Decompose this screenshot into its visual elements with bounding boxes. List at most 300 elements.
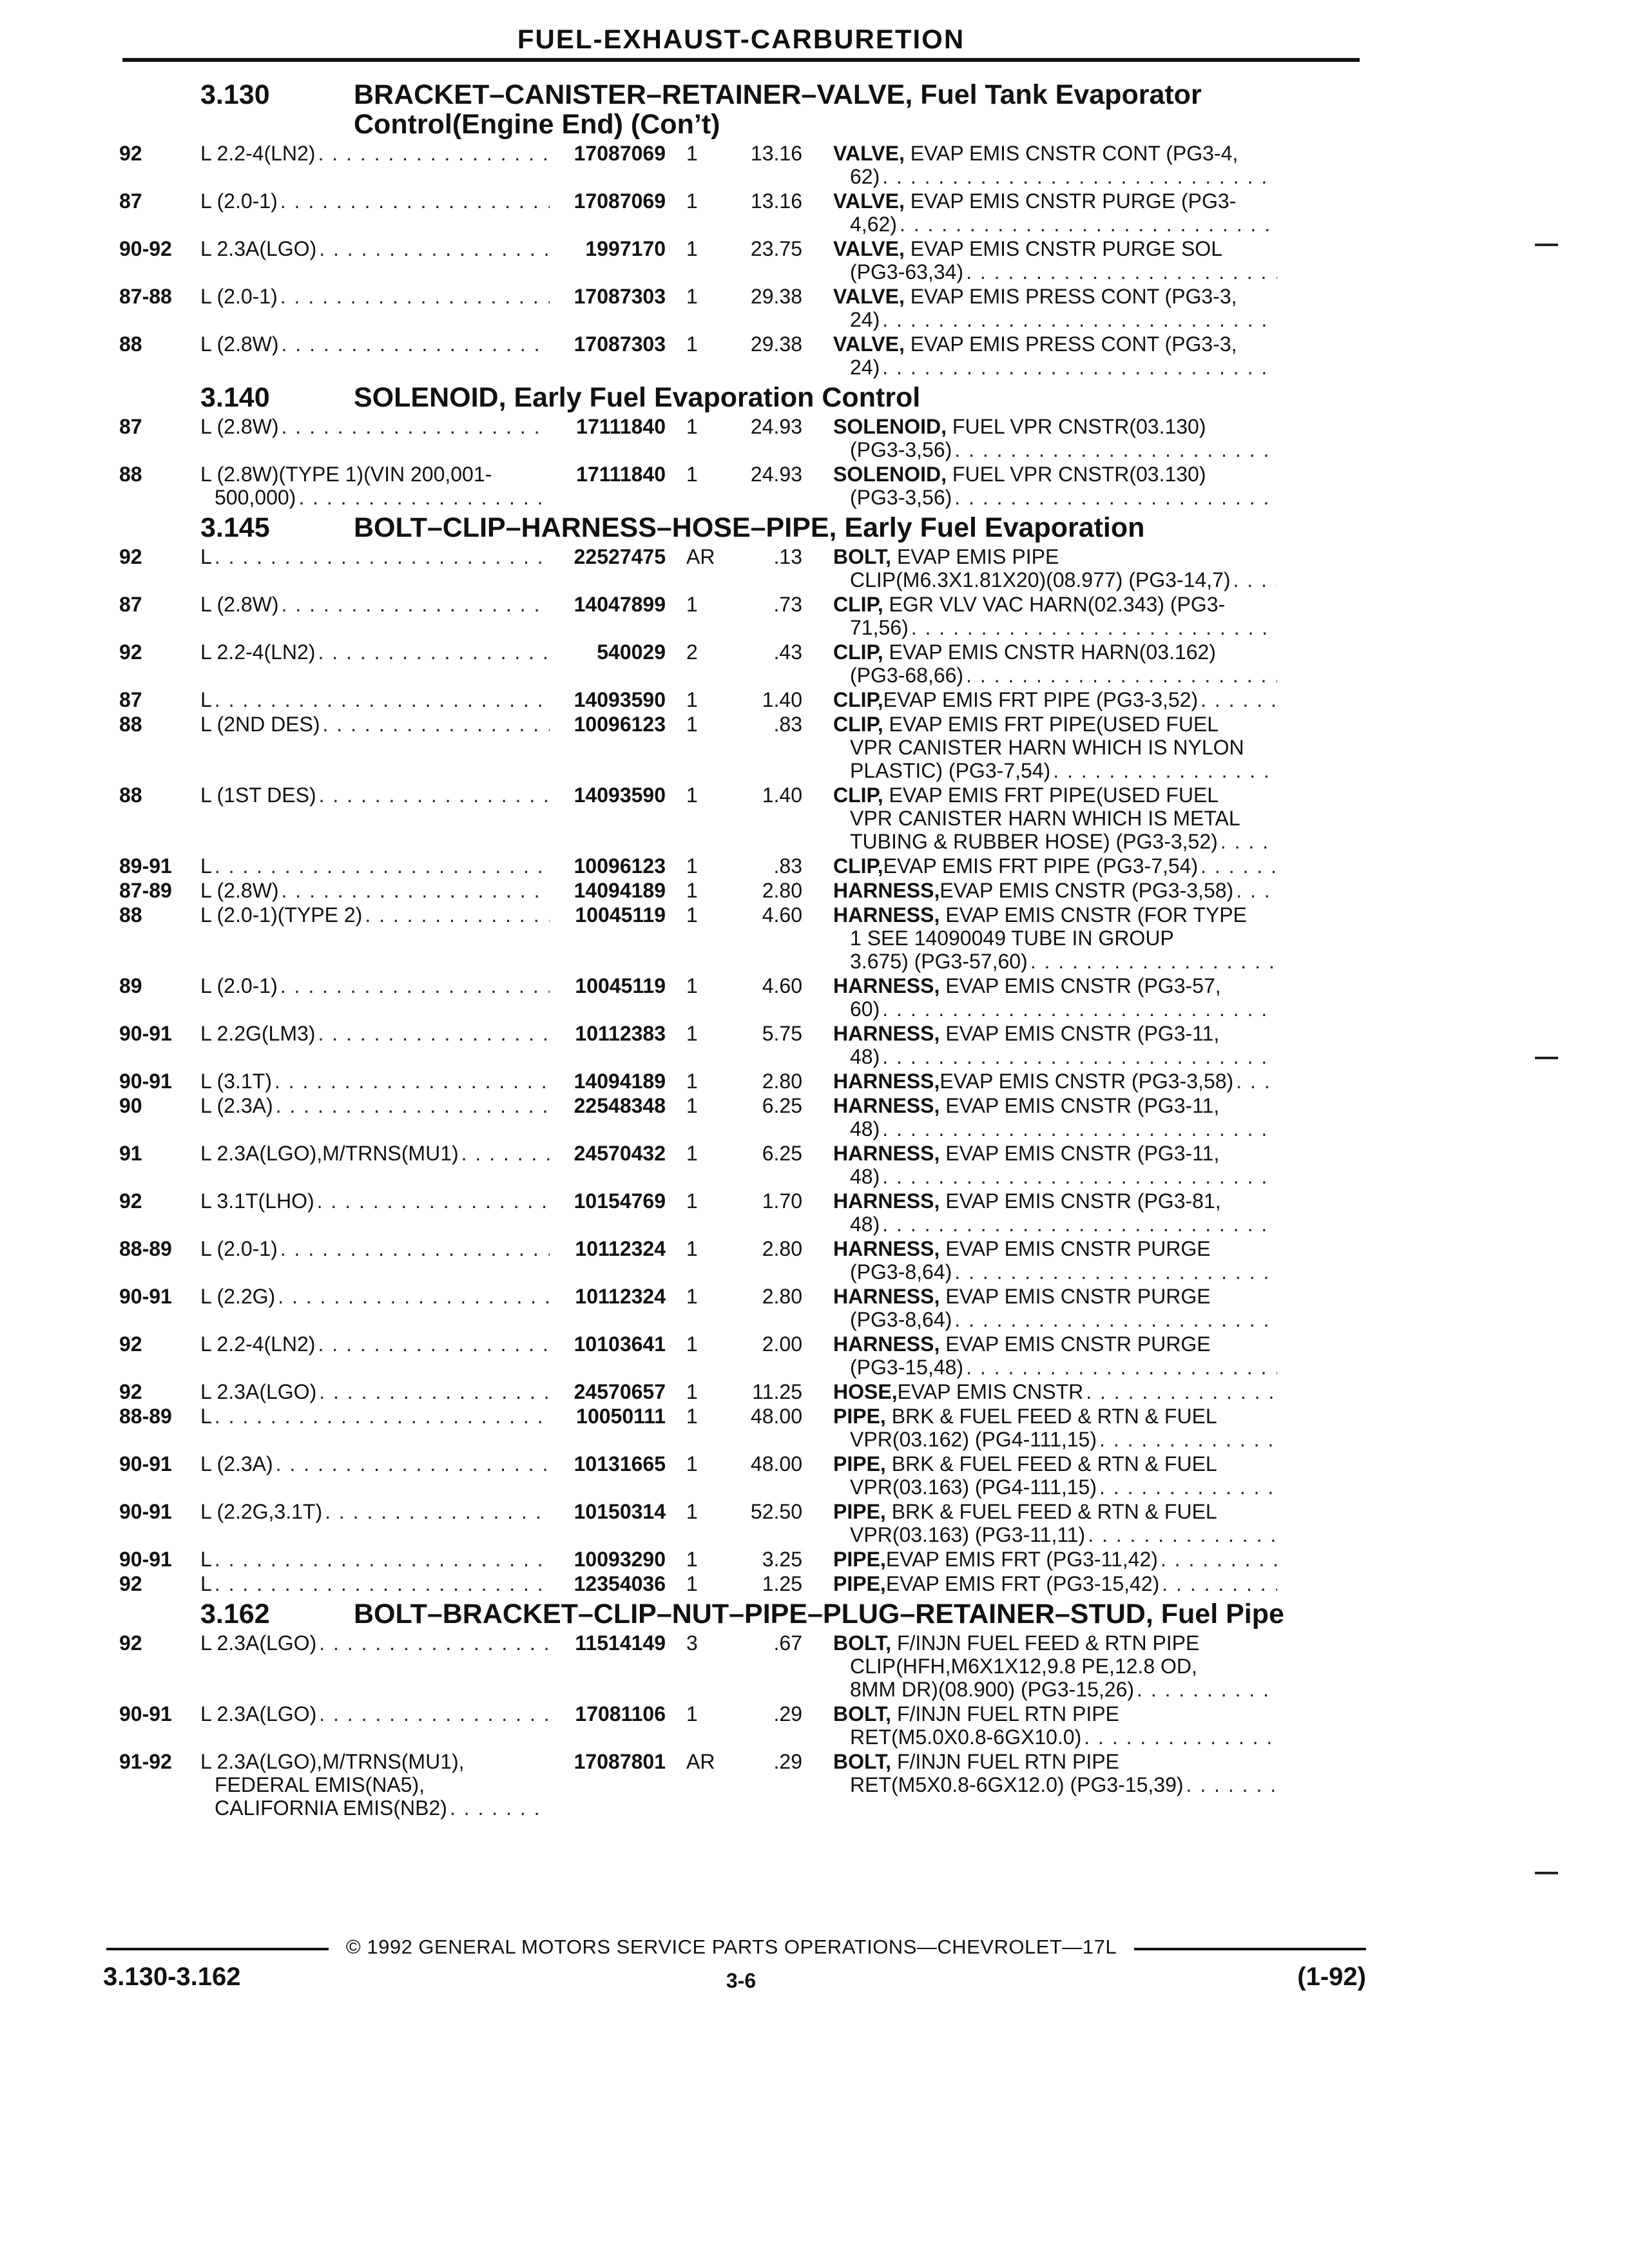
part-row — [119, 879, 1366, 902]
description-text: RET(M5X0.8-6GX12.0) (PG3-15,39) — [850, 1773, 1184, 1796]
dot-leader — [1088, 1523, 1277, 1546]
quantity: 1 — [686, 1380, 698, 1403]
part-description — [802, 1142, 1277, 1188]
application-description — [200, 415, 550, 438]
description-line — [833, 237, 1277, 260]
description-text: 48) — [850, 1165, 880, 1188]
application-text: L (2.8W)(TYPE 1)(VIN 200,001- — [200, 463, 492, 486]
part-number: 10045119 — [575, 903, 666, 927]
description-line — [833, 1285, 1277, 1308]
application-text: L (2.0-1) — [200, 974, 278, 997]
application-text: L 2.2-4(LN2) — [200, 142, 316, 165]
part-number: 12354036 — [574, 1572, 666, 1595]
description-line — [833, 463, 1277, 486]
application-line — [200, 1773, 550, 1796]
model-year: 87 — [119, 415, 142, 438]
part-name: HARNESS, — [833, 1022, 940, 1045]
application-line — [200, 879, 550, 902]
part-row — [119, 415, 1366, 461]
application-text: L 2.3A(LGO) — [200, 1631, 317, 1655]
description-text: EVAP EMIS PRESS CONT (PG3-3, — [910, 332, 1237, 356]
part-row — [119, 285, 1366, 331]
application-line — [200, 237, 550, 260]
part-row — [119, 783, 1366, 853]
application-line — [200, 1094, 550, 1117]
price: 52.50 — [750, 1500, 802, 1523]
description-line — [833, 1237, 1277, 1260]
model-year: 88-89 — [119, 1405, 172, 1428]
footer-rule-left — [106, 1948, 329, 1950]
part-number: 17081106 — [575, 1702, 666, 1725]
part-description — [802, 713, 1277, 782]
part-description — [802, 1750, 1277, 1796]
description-text: (PG3-3,56) — [850, 486, 952, 509]
description-line — [833, 1475, 1277, 1499]
description-text: EGR VLV VAC HARN(02.343) (PG3- — [889, 593, 1226, 616]
description-line — [833, 1213, 1277, 1236]
quantity: 2 — [686, 640, 698, 664]
part-number: 22527475 — [574, 545, 666, 568]
part-number: 17111840 — [576, 463, 666, 486]
part-row — [119, 1022, 1366, 1068]
quantity: 1 — [686, 189, 698, 213]
description-text: 3.675) (PG3-57,60) — [850, 950, 1028, 973]
section-heading — [119, 513, 1366, 543]
application-description — [200, 1500, 550, 1523]
dot-leader — [215, 1572, 550, 1595]
margin-mark — [1535, 1057, 1558, 1059]
model-year: 88 — [119, 332, 142, 356]
description-line — [833, 688, 1277, 711]
section-number: 3.162 — [200, 1599, 270, 1629]
price: 1.40 — [762, 783, 802, 807]
quantity: AR — [686, 1750, 715, 1773]
part-number: 10093290 — [574, 1548, 666, 1571]
description-line — [833, 1725, 1277, 1749]
part-row — [119, 1189, 1366, 1236]
part-number: 10096123 — [574, 854, 666, 878]
dot-leader — [282, 415, 550, 438]
footer-page-number: 3-6 — [726, 1969, 757, 1992]
footer-rule-right — [1134, 1948, 1366, 1950]
application-text: L (2.0-1) — [200, 285, 278, 308]
model-year: 92 — [119, 1380, 142, 1403]
description-text: 48) — [850, 1117, 880, 1140]
application-line — [200, 285, 550, 308]
price: 13.16 — [750, 142, 802, 165]
part-description — [802, 1452, 1277, 1499]
application-line — [200, 640, 550, 664]
model-year: 87 — [119, 593, 142, 616]
part-name: VALVE, — [833, 142, 905, 165]
part-number: 17087303 — [574, 332, 666, 356]
description-line — [833, 1548, 1277, 1571]
application-line — [200, 1070, 550, 1093]
application-text: L (2.0-1)(TYPE 2) — [200, 903, 363, 927]
application-text: L 2.3A(LGO),M/TRNS(MU1), — [200, 1750, 465, 1773]
model-year: 90-91 — [119, 1285, 172, 1308]
application-text: L — [200, 1405, 212, 1428]
description-text: EVAP EMIS PIPE — [896, 545, 1059, 568]
description-line — [833, 1094, 1277, 1117]
model-year: 92 — [119, 545, 142, 568]
quantity: 1 — [686, 593, 698, 616]
quantity: 1 — [686, 1285, 698, 1308]
description-line — [833, 759, 1277, 782]
part-description — [802, 189, 1277, 236]
price: 6.25 — [762, 1142, 802, 1165]
application-line — [200, 903, 550, 927]
model-year: 92 — [119, 1332, 142, 1356]
part-description — [802, 1572, 1277, 1595]
dot-leader — [1099, 1475, 1277, 1499]
part-description — [802, 1405, 1277, 1451]
margin-mark — [1535, 1872, 1558, 1874]
dot-leader — [1200, 688, 1277, 711]
part-row — [119, 1380, 1366, 1403]
part-number: 10103641 — [574, 1332, 666, 1356]
part-row — [119, 1094, 1366, 1140]
part-description — [802, 1500, 1277, 1546]
description-line — [833, 142, 1277, 165]
description-text: CLIP(HFH,M6X1X12,9.8 PE,12.8 OD, — [850, 1655, 1197, 1678]
application-description — [200, 1332, 550, 1356]
application-description — [200, 879, 550, 902]
application-text: L — [200, 688, 212, 711]
model-year: 92 — [119, 640, 142, 664]
application-line — [200, 1702, 550, 1725]
part-description — [802, 1285, 1277, 1331]
description-line — [833, 189, 1277, 213]
description-text: 8MM DR)(08.900) (PG3-15,26) — [850, 1678, 1135, 1701]
dot-leader — [298, 486, 550, 509]
price: 2.00 — [762, 1332, 802, 1356]
part-name: PIPE, — [833, 1500, 886, 1523]
price: 24.93 — [750, 463, 802, 486]
quantity: 1 — [686, 237, 698, 260]
part-row — [119, 545, 1366, 591]
dot-leader — [954, 1308, 1277, 1331]
application-description — [200, 1022, 550, 1045]
description-line — [833, 593, 1277, 616]
part-name: HARNESS, — [833, 1070, 940, 1093]
description-line — [833, 260, 1277, 284]
part-row — [119, 189, 1366, 236]
dot-leader — [1161, 1548, 1277, 1571]
description-line — [833, 1678, 1277, 1701]
section-heading — [119, 383, 1366, 412]
dot-leader — [365, 903, 550, 927]
application-line — [200, 854, 550, 878]
price: 4.60 — [762, 974, 802, 997]
application-description — [200, 142, 550, 165]
description-text: F/INJN FUEL RTN PIPE — [896, 1702, 1119, 1725]
description-line — [833, 1165, 1277, 1188]
part-number: 14094189 — [574, 879, 666, 902]
dot-leader — [1030, 950, 1277, 973]
model-year: 92 — [119, 1631, 142, 1655]
dot-leader — [1099, 1428, 1277, 1451]
dot-leader — [882, 165, 1277, 188]
application-description — [200, 854, 550, 878]
description-line — [833, 783, 1277, 807]
description-text: F/INJN FUEL FEED & RTN PIPE — [896, 1631, 1200, 1655]
application-line — [200, 783, 550, 807]
quantity: 3 — [686, 1631, 698, 1655]
description-line — [833, 1750, 1277, 1773]
price: .29 — [773, 1702, 802, 1725]
part-name: VALVE, — [833, 189, 905, 213]
description-text: FUEL VPR CNSTR(03.130) — [952, 415, 1206, 438]
description-text: VPR(03.163) (PG3-11,11) — [850, 1523, 1086, 1546]
section-title: BOLT–BRACKET–CLIP–NUT–PIPE–PLUG–RETAINER–STUD, Fuel Pipe — [354, 1599, 1284, 1629]
part-row — [119, 640, 1366, 687]
price: 48.00 — [750, 1405, 802, 1428]
part-description — [802, 783, 1277, 853]
part-row — [119, 1070, 1366, 1093]
part-description — [802, 974, 1277, 1021]
part-name: CLIP, — [833, 593, 883, 616]
application-description — [200, 545, 550, 568]
part-number: 10112324 — [575, 1285, 666, 1308]
dot-leader — [215, 854, 550, 878]
part-number: 17111840 — [576, 415, 666, 438]
description-line — [833, 713, 1277, 736]
dot-leader — [319, 1380, 550, 1403]
part-name: HARNESS, — [833, 1332, 940, 1356]
part-name: VALVE, — [833, 285, 905, 308]
model-year: 92 — [119, 142, 142, 165]
section-title: SOLENOID, Early Fuel Evaporation Control — [354, 382, 921, 413]
dot-leader — [276, 1452, 550, 1475]
model-year: 90 — [119, 1094, 142, 1117]
description-text: 48) — [850, 1213, 880, 1236]
section-number: 3.130 — [200, 79, 270, 110]
description-line — [833, 1500, 1277, 1523]
quantity: 1 — [686, 974, 698, 997]
model-year: 90-91 — [119, 1500, 172, 1523]
dot-leader — [282, 332, 550, 356]
application-line — [200, 332, 550, 356]
dot-leader — [966, 1356, 1277, 1379]
part-number: 17087069 — [574, 189, 666, 213]
application-text: L — [200, 1572, 212, 1595]
quantity: AR — [686, 545, 715, 568]
application-line — [200, 1142, 550, 1165]
part-name: PIPE, — [833, 1405, 886, 1428]
quantity: 1 — [686, 688, 698, 711]
description-line — [833, 1702, 1277, 1725]
part-description — [802, 415, 1277, 461]
part-number: 1997170 — [585, 237, 666, 260]
description-text: EVAP EMIS FRT PIPE(USED FUEL — [889, 783, 1219, 807]
description-line — [833, 1356, 1277, 1379]
part-name: CLIP, — [833, 640, 883, 664]
dot-leader — [318, 1022, 550, 1045]
application-line — [200, 1572, 550, 1595]
dot-leader — [215, 1405, 550, 1428]
model-year: 87 — [119, 189, 142, 213]
description-text: F/INJN FUEL RTN PIPE — [896, 1750, 1119, 1773]
description-text: VPR(03.162) (PG4-111,15) — [850, 1428, 1097, 1451]
quantity: 1 — [686, 1405, 698, 1428]
application-description — [200, 1750, 550, 1820]
dot-leader — [882, 997, 1277, 1021]
part-number: 10050111 — [576, 1405, 666, 1428]
price: .83 — [773, 854, 802, 878]
part-description — [802, 1631, 1277, 1701]
dot-leader — [282, 593, 550, 616]
price: 11.25 — [752, 1380, 802, 1403]
dot-leader — [1236, 879, 1277, 902]
application-text: L (2.8W) — [200, 593, 279, 616]
application-line — [200, 1796, 550, 1820]
quantity: 1 — [686, 1237, 698, 1260]
application-description — [200, 1452, 550, 1475]
part-row — [119, 1500, 1366, 1546]
dot-leader — [319, 237, 550, 260]
part-number: 10112324 — [575, 1237, 666, 1260]
dot-leader — [280, 285, 550, 308]
application-description — [200, 1380, 550, 1403]
part-description — [802, 854, 1277, 878]
part-number: 17087303 — [574, 285, 666, 308]
description-line — [833, 415, 1277, 438]
application-description — [200, 593, 550, 616]
application-description — [200, 974, 550, 997]
description-line — [833, 1189, 1277, 1213]
description-text: EVAP EMIS CNSTR PURGE — [945, 1332, 1211, 1356]
application-text: L (2.3A) — [200, 1452, 273, 1475]
model-year: 92 — [119, 1572, 142, 1595]
part-number: 17087801 — [574, 1750, 666, 1773]
footer-section-range: 3.130-3.162 — [103, 1963, 241, 1991]
part-description — [802, 332, 1277, 379]
part-description — [802, 1070, 1277, 1093]
description-text: EVAP EMIS CNSTR PURGE — [945, 1285, 1211, 1308]
description-text: VPR(03.163) (PG4-111,15) — [850, 1475, 1097, 1499]
description-line — [833, 854, 1277, 878]
application-description — [200, 640, 550, 664]
application-description — [200, 903, 550, 927]
part-row — [119, 1237, 1366, 1283]
application-description — [200, 1189, 550, 1213]
application-description — [200, 1285, 550, 1308]
description-text: EVAP EMIS CNSTR (PG3-81, — [945, 1189, 1221, 1213]
part-number: 17087069 — [574, 142, 666, 165]
dot-leader — [900, 213, 1277, 236]
dot-leader — [1186, 1773, 1277, 1796]
part-row — [119, 713, 1366, 782]
part-number: 11514149 — [575, 1631, 666, 1655]
model-year: 90-91 — [119, 1548, 172, 1571]
description-text: (PG3-63,34) — [850, 260, 964, 284]
dot-leader — [882, 1165, 1277, 1188]
application-text: L (2ND DES) — [200, 713, 320, 736]
parts-list — [119, 76, 1366, 1821]
part-name: VALVE, — [833, 237, 905, 260]
description-line — [833, 356, 1277, 379]
part-description — [802, 1022, 1277, 1068]
application-line — [200, 1285, 550, 1308]
description-text: VPR CANISTER HARN WHICH IS METAL — [850, 807, 1240, 830]
description-line — [833, 308, 1277, 331]
price: 5.75 — [762, 1022, 802, 1045]
quantity: 1 — [686, 463, 698, 486]
quantity: 1 — [686, 1548, 698, 1571]
dot-leader — [215, 545, 550, 568]
footer-revision-date: (1-92) — [1297, 1963, 1366, 1991]
dot-leader — [1236, 1070, 1277, 1093]
quantity: 1 — [686, 1094, 698, 1117]
description-line — [833, 1380, 1277, 1403]
section-title: BRACKET–CANISTER–RETAINER–VALVE, Fuel Tank Evaporator Control(Engine End) (Con’t) — [354, 79, 1202, 140]
description-line — [833, 1523, 1277, 1546]
part-name: BOLT, — [833, 1702, 892, 1725]
description-line — [833, 1452, 1277, 1475]
application-description — [200, 1631, 550, 1655]
description-text: EVAP EMIS PRESS CONT (PG3-3, — [910, 285, 1237, 308]
part-name: CLIP, — [833, 688, 883, 711]
part-number: 10154769 — [574, 1189, 666, 1213]
description-line — [833, 903, 1277, 927]
application-text: L (2.8W) — [200, 332, 279, 356]
quantity: 1 — [686, 1452, 698, 1475]
model-year: 89 — [119, 974, 142, 997]
price: .13 — [773, 545, 802, 568]
description-line — [833, 1572, 1277, 1595]
part-number: 10096123 — [574, 713, 666, 736]
description-text: 1 SEE 14090049 TUBE IN GROUP — [850, 927, 1174, 950]
quantity: 1 — [686, 1142, 698, 1165]
description-line — [833, 1405, 1277, 1428]
dot-leader — [450, 1796, 550, 1820]
part-description — [802, 1332, 1277, 1379]
description-text: RET(M5.0X0.8-6GX10.0) — [850, 1725, 1082, 1749]
quantity: 1 — [686, 713, 698, 736]
part-name: CLIP, — [833, 713, 883, 736]
model-year: 92 — [119, 1189, 142, 1213]
description-text: BRK & FUEL FEED & RTN & FUEL — [891, 1500, 1217, 1523]
application-text: L (2.8W) — [200, 415, 279, 438]
part-description — [802, 688, 1277, 711]
application-line — [200, 1237, 550, 1260]
price: 24.93 — [750, 415, 802, 438]
description-line — [833, 568, 1277, 591]
dot-leader — [954, 438, 1277, 461]
description-text: TUBING & RUBBER HOSE) (PG3-3,52) — [850, 830, 1218, 853]
part-name: PIPE, — [833, 1452, 886, 1475]
description-line — [833, 830, 1277, 853]
dot-leader — [319, 1702, 550, 1725]
application-line — [200, 1750, 550, 1773]
application-description — [200, 1070, 550, 1093]
part-name: PIPE, — [833, 1572, 886, 1595]
description-line — [833, 1308, 1277, 1331]
model-year: 90-91 — [119, 1452, 172, 1475]
description-text: (PG3-3,56) — [850, 438, 952, 461]
dot-leader — [882, 1213, 1277, 1236]
description-line — [833, 1332, 1277, 1356]
part-row — [119, 974, 1366, 1021]
dot-leader — [280, 189, 550, 213]
price: 48.00 — [750, 1452, 802, 1475]
part-row — [119, 142, 1366, 188]
application-line — [200, 1380, 550, 1403]
part-name: SOLENOID, — [833, 463, 947, 486]
price: 1.25 — [762, 1572, 802, 1595]
part-row — [119, 1631, 1366, 1701]
